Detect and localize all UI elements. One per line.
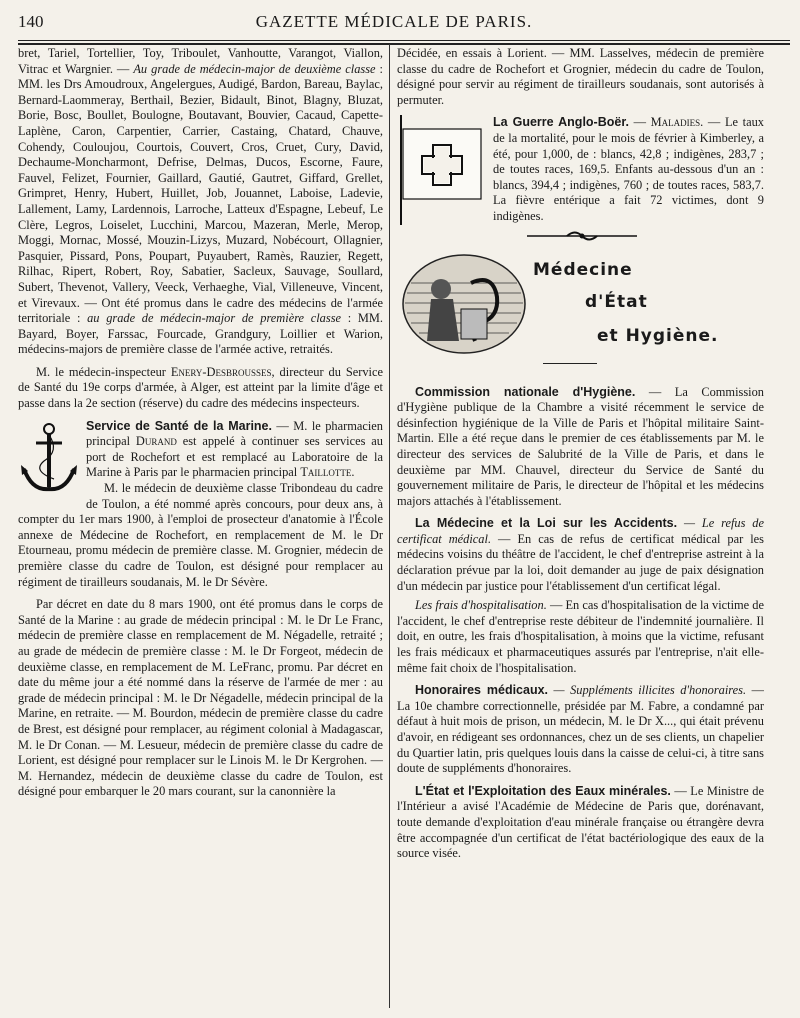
eaux-paragraph: L'État et l'Exploitation des Eaux minérales. — Le Ministre de l'Intérieur a avisé l'Académie de Médecine de Paris que, dorénavant, toute demande d'exploitation d'eau minérale française ou étrangère devra être accompagnée d'un certificat de l'état bactériologique des eaux de la source visée.	[397, 783, 764, 861]
ornament-icon	[527, 229, 637, 243]
banner-rule	[543, 363, 597, 364]
aesculapius-engraving-icon	[401, 253, 527, 355]
journal-title: GAZETTE MÉDICALE DE PARIS.	[255, 12, 533, 31]
tribondeau-paragraph: M. le médecin de deuxième classe Tribondeau du cadre de Toulon, a été nommé après concours, pour deux ans, à compter du 1er mars 1900, à l'emploi de prosecteur d'anatomie à l'École annexe de Médecine de Rochefort, en remplacement de M. le Dr Etourneau, promu médecin de première classe. M. Grognier, médecin de première classe du cadre de Toulon, est désigné pour remplacer au régiment de tirailleurs soudanais, M. le Dr Sévère.	[18, 481, 383, 589]
header-rule-thick	[18, 43, 790, 45]
column-divider	[389, 44, 390, 1008]
inspector-paragraph: M. le médecin-inspecteur Enery-Desbrousses, directeur du Service de Santé du 19e corps d'armée, à Alger, est atteint par la limite d'âge et passe dans la 2e section (réserve) du cadre des médecins inspecteurs.	[18, 364, 383, 411]
loi-paragraph: La Médecine et la Loi sur les Accidents. — Le refus de certificat médical. — En cas de refus de certificat médical par les médecins voisins du théâtre de l'accident, le chef d'entreprise astreint à la déclaration prévue par la loi, doit demander au juge de paix désignation d'un médecin par justice pour l'établissement d'un certificat légal.	[397, 516, 764, 593]
red-cross-flag-icon	[397, 115, 485, 225]
marine-title: Service de Santé de la Marine.	[86, 418, 272, 433]
section-banner	[397, 229, 764, 379]
marine-section: Service de Santé de la Marine. — M. le pharmacien principal Durand est appelé à continuer ses services au port de Rochefort et est remplacé au Laboratoire de la Marine à Paris par le pharmacien principal Taillotte.	[18, 419, 383, 481]
commission-title: Commission nationale d'Hygiène.	[415, 384, 636, 399]
page-number: 140	[18, 12, 44, 31]
boer-section: La Guerre Anglo-Boër. — Maladies. — Le taux de la mortalité, pour le mois de février à Kimberley, a été, pour 1,000, de : blancs, 42,8 ; indigènes, 283,7 ; de toutes races, 169,5. Enfants au-dessous d'un an : blancs, 394,4 ; indigènes, 760 ; de toutes races, 583,7. La fièvre entérique a fait 72 victimes, dont 9 indigènes.	[397, 115, 764, 224]
eaux-title: L'État et l'Exploitation des Eaux minérales.	[415, 783, 671, 798]
frais-paragraph: Les frais d'hospitalisation. — En cas d'hospitalisation de la victime de l'accident, le chef d'entreprise reste débiteur de l'indemnité journalière. Il doit, en outre, les frais d'hospitalisation, à moins que la victime, refusant les frais médicaux et pharmaceutiques assurés par l'entreprise, n'ait elle-même fait choix de l'hospitalisation.	[397, 598, 764, 675]
decret-paragraph: Par décret en date du 8 mars 1900, ont été promus dans le corps de Santé de la Marine : au grade de médecin principal : M. le Dr Le Franc, médecin de première classe en remplacement de M. Négadelle, retraité ; au grade de médecin de première classe : M. le Dr Forgeot, médecin de deuxième classe, en remplacement de M. LeFranc, promu. Par décret en date du même jour a été nommé dans la réserve de l'armée de mer : au grade de médecin principal : M. le Dr Négadelle, médecin principal de la Marine, en retraite. — M. Bourdon, médecin de première classe du cadre de Brest, est désigné pour remplacer, au régiment colonial à Madagascar, M. le Dr Conan. — M. Lesueur, médecin de première classe du cadre de Lorient, est désigné pour remplacer sur le Linois M. le Dr Kergrohen. — M. Hernandez, médecin de deuxième classe du cadre de Toulon, est désigné pour embarquer le 20 mars courant, sur la canonnière la	[18, 597, 383, 799]
honoraires-title: Honoraires médicaux.	[415, 683, 549, 698]
honoraires-paragraph: Honoraires médicaux. — Suppléments illicites d'honoraires. — La 10e chambre correctionnelle, présidée par M. Fabre, a condamné par défaut à huit mois de prison, un médecin, M. le Dr X..., qui était prévenu d'avoir, en rédigeant ses ordonnances, chez un de ses clients, un chapelier du Quartier latin, pris quelques louis dans la caisse de celui-ci, à titre sans doute de suppléments d'honoraires.	[397, 683, 764, 776]
banner-line-3: et Hygiène.	[597, 325, 719, 346]
right-column	[397, 46, 764, 1010]
header-rule	[18, 40, 790, 41]
banner-line-2: d'État	[585, 291, 648, 312]
boer-title: La Guerre Anglo-Boër.	[493, 115, 629, 130]
page-header	[18, 12, 790, 38]
commission-paragraph: Commission nationale d'Hygiène. — La Commission d'Hygiène publique de la Chambre a visité récemment le service de désinfection hygiénique de la Ville de Paris et l'hôpital militaire Saint-Martin. Elle a été reçue dans le premier de ces établissements par M. le directeur des services de Salubrité de la Ville de Paris, et dans le deuxième par MM. Chauvel, directeur du Service de Santé du gouvernement militaire de Paris, le directeur de l'hôpital et les médecins majors attachés à l'établissement.	[397, 384, 764, 508]
left-column	[18, 46, 383, 1010]
banner-line-1: Médecine	[533, 259, 633, 280]
decidee-paragraph: Décidée, en essais à Lorient. — MM. Lasselves, médecin de première classe du cadre de Rochefort et Grognier, médecin du cadre de Toulon, désigné pour servir au régiment de tirailleurs soudanais, sont autorisés à permuter.	[397, 46, 764, 107]
loi-title: La Médecine et la Loi sur les Accidents.	[415, 516, 678, 531]
anchor-icon	[18, 421, 80, 497]
promotion-list-paragraph: bret, Tariel, Tortellier, Toy, Triboulet, Vanhoutte, Varangot, Viallon, Vitrac et Wargnier. — Au grade de médecin-major de deuxième classe : MM. les Drs Amoudroux, Angelergues, Audigé, Bardon, Bareau, Baylac, Bernard-Laommeray, Berthail, Bezier, Bidault, Binot, Blagny, Bluzat, Borie, Bosc, Boullet, Boulogne, Boutavant, Bouvier, Cacaud, Capette-Laplène, Caron, Carpentier, Carrier, Castaing, Chatard, Chauve, Cohendy, Couloujou, Courtois, Couvert, Cros, Cruet, Cury, David, Dechaume-Moncharmont, Defrise, Delmas, Ducos, Escorne, Faure, Fauvel, Felizet, Fournier, Gaillard, Gautié, Gautret, Giffard, Grellet, Grimpret, Henry, Hubert, Huillet, Job, Jouannet, Laboise, Ladevie, Lallement, Lamy, Lardennois, Larroche, Latteux d'Espagne, Lebeuf, Le Clère, Legros, Loiselet, Lucchini, Marcou, Mazeran, Merle, Merop, Moggi, Mornac, Mossé, Mouzin-Lizys, Muzard, Nobécourt, Ollagnier, Pasquier, Pissard, Pons, Poupart, Puyaubert, Ramès, Rauzier, Regett, Rilhac, Ripert, Robert, Roy, Sabatier, Sacleux, Sauvage, Soullard, Subert, Thevenot, Vallery, Veeck, Verhaeghe, Vial, Villeneuve, Vincent, et Virevaux. — Ont été promus dans le cadre des médecins de l'armée territoriale : au grade de médecin-major de première classe : MM. Bayard, Boyer, Farssac, Fourcade, Grandgury, Loillier et Warion, médecins-majors de première classe de l'armée active, retraités.	[18, 46, 383, 357]
